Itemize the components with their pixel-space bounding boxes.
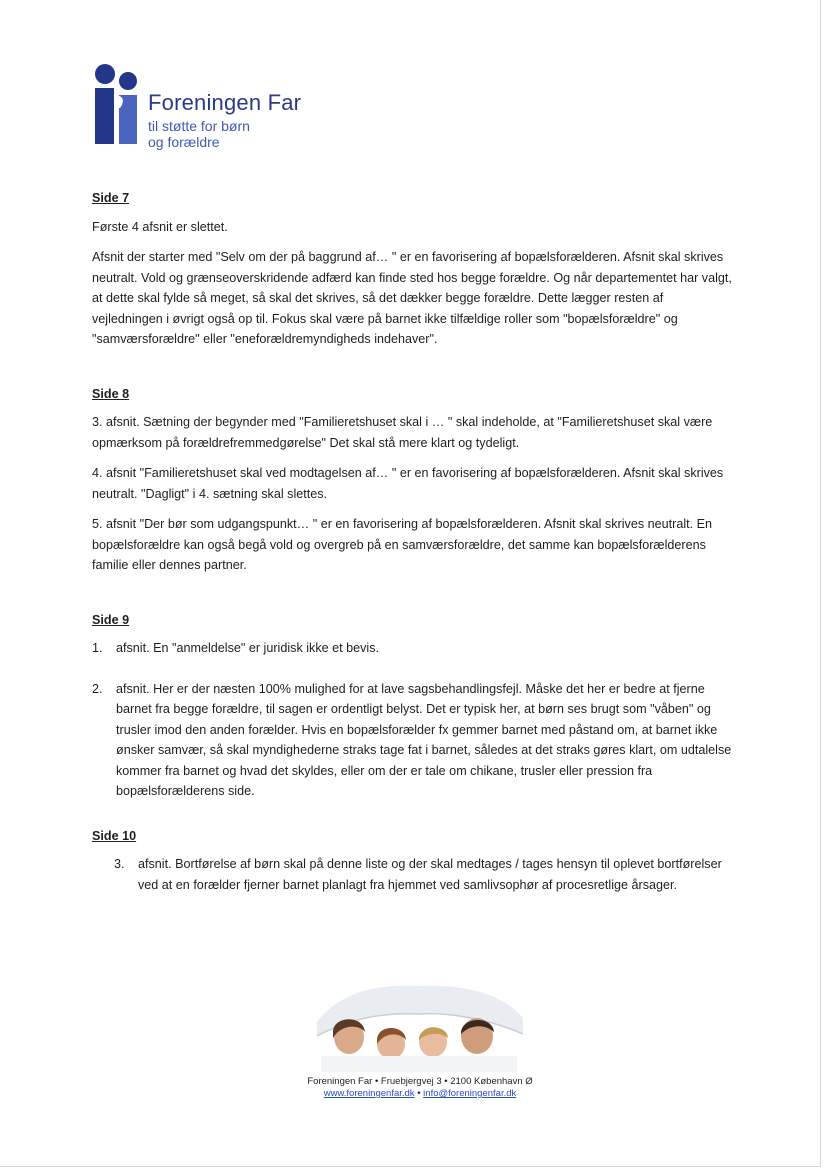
logo-subtitle (148, 118, 250, 150)
email-link[interactable]: info@foreningenfar.dk (423, 1088, 517, 1099)
paragraph: Afsnit der starter med "Selv om der på baggrund af… " er en favorisering af bopælsforælderen. Afsnit skal skrives neutralt. Vold og grænseoverskridende adfærd kan finde sted hos begge forældre. Og når departementet har valgt, at dette skal fylde så meget, så skal det skrives, så det dækker begge forældre. Dette lægger resten af vejledningen i øvrigt også op til. Fokus skal være på barnet ikke tilfældige roller som "bopælsforældre" og "samværsforældre" eller "eneforældremyndigheds indehaver". (92, 250, 732, 346)
section-title-side-9: Side 9 (92, 612, 130, 627)
list-number: 3. (114, 857, 125, 871)
numbered-list (92, 854, 732, 895)
logo-figures-icon (92, 62, 148, 144)
family-photo (311, 982, 527, 1072)
numbered-list (92, 638, 732, 802)
list-item (92, 638, 732, 659)
website-link[interactable]: www.foreningenfar.dk (323, 1088, 415, 1099)
footer-separator: • (417, 1088, 421, 1099)
list-item-text: afsnit. En "anmeldelse" er juridisk ikke et bevis. (116, 641, 380, 655)
footer (260, 1076, 580, 1100)
list-number: 1. (92, 641, 103, 655)
section-title-side-8: Side 8 (92, 386, 130, 401)
logo-subtitle-line-2: og forældre (148, 134, 220, 150)
section-title-side-10: Side 10 (92, 828, 137, 843)
list-item (114, 854, 732, 895)
footer-address: Foreningen Far • Fruebjergvej 3 • 2100 København Ø (307, 1076, 533, 1087)
list-number: 2. (92, 681, 103, 696)
organization-logo (92, 62, 352, 157)
paragraph: 3. afsnit. Sætning der begynder med "Familieretshuset skal i … " skal indeholde, at "Familieretshuset skal være opmærksom på forældrefremmedgørelse" Det skal stå mere klart og tydeligt. (92, 415, 713, 450)
list-item (92, 679, 732, 802)
paragraph: 5. afsnit "Der bør som udgangspunkt… " er en favorisering af bopælsforælderen. Afsnit skal skrives neutralt. En bopælsforældre kan også begå vold og overgreb på en samværsforældre, det samme kan bopælsforælderens familie eller dennes partner. (92, 517, 713, 572)
logo-title: Foreningen Far (148, 90, 302, 115)
paragraph: 4. afsnit "Familieretshuset skal ved modtagelsen af… " er en favorisering af bopælsforælderen. Afsnit skal skrives neutralt. "Dagligt" i 4. sætning skal slettes. (92, 466, 724, 501)
section-title-side-7: Side 7 (92, 191, 130, 205)
logo-subtitle-line-1: til støtte for børn (148, 118, 250, 134)
footer-links (260, 1088, 580, 1100)
document-body (92, 188, 732, 915)
list-item-text: afsnit. Bortførelse af børn skal på denne liste og der skal medtages / tages hensyn til oplevet bortførelser ved at en forælder fjerner barnet planlagt fra hjemmet ved samlivsophør af procesretlige årsager. (138, 857, 722, 892)
list-item-text: afsnit. Her er der næsten 100% mulighed for at lave sagsbehandlingsfejl. Måske det her er bedre at fjerne barnet fra begge forældre, til sagen er ordentligt belyst. Det er typisk her, at børn ses brugt som "våben" og trusler imod den anden forælder. Hvis en bopælsforælder fx gemmer barnet med påstand om, at barnet ikke ønsker samvær, så skal myndighederne straks tage fat i barnet, således at det straks gøres klart, om udtalelse kommer fra barnet og hvad det skyldes, eller om der er tale om chikane, trusler eller pression fra bopælsforælderens side. (116, 681, 732, 798)
paragraph: Første 4 afsnit er slettet. (92, 219, 228, 234)
